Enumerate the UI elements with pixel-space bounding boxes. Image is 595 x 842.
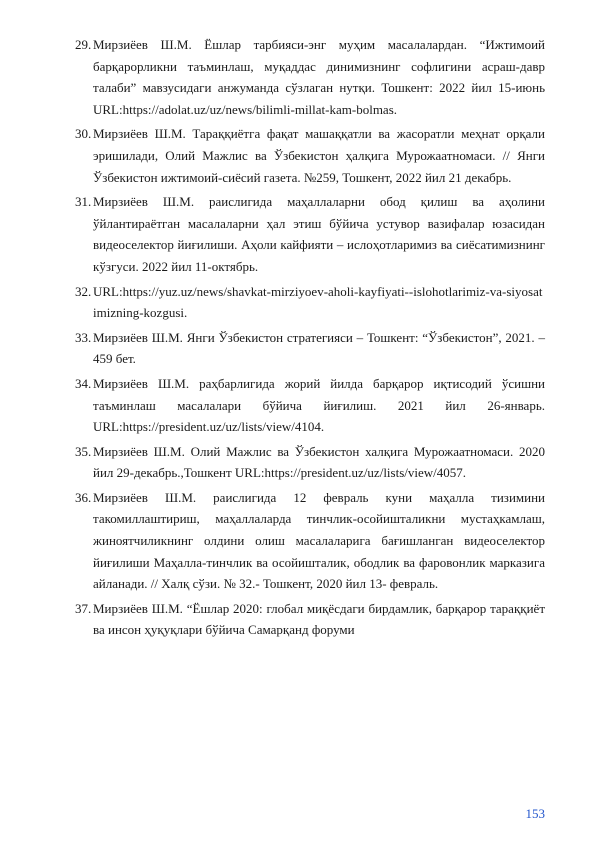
reference-number: 34. xyxy=(75,375,92,391)
reference-item-37 xyxy=(75,598,545,641)
reference-number: 31. xyxy=(75,194,92,210)
reference-text: Мирзиёев Ш.М. раҳбарлигида жорий йилда барқарор иқтисодий ўсишни таъминлаш масалалари бўйича йиғилиш. 2021 йил 26-январь. URL:https://president.uz/uz/lists/view/4104. xyxy=(93,375,545,435)
reference-item-34 xyxy=(75,373,545,438)
reference-text: Мирзиёев Ш.М. Ёшлар тарбияси-энг муҳим масалалардан. “Ижтимоий барқарорликни таъминлаш, муқаддас динимизнинг софлигини асраш-давр талаби” мавзусидаги анжуманда сўзлаган нутқи. Тошкент: 2022 йил 15-июнь URL:https://adolat.uz/uz/news/bilimli-millat-kam-bolmas. xyxy=(93,37,545,117)
reference-text: URL:https://yuz.uz/news/shavkat-mirziyoev-aholi-kayfiyati--islohotlarimiz-va-siyosatimizning-kozgusi. xyxy=(93,283,543,321)
reference-list xyxy=(75,34,545,644)
reference-number: 30. xyxy=(75,126,92,142)
reference-item-29 xyxy=(75,34,545,120)
reference-item-33 xyxy=(75,327,545,370)
reference-text: Мирзиёев Ш.М. раислигида 12 февраль куни маҳалла тизимини такомиллаштириш, маҳаллаларда тинчлик-осойишталикни мустаҳкамлаш, жиноятчиликнинг олдини олиш масалаларига бағишланган видеоселектор йиғилиши Маҳалла-тинчлик ва осойишталик, ободлик ва фаровонлик марказига айланади. // Халқ сўзи. № 32.- Тошкент, 2020 йил 13- февраль. xyxy=(93,489,545,592)
reference-number: 35. xyxy=(75,443,92,459)
reference-number: 37. xyxy=(75,600,92,616)
reference-text: Мирзиёев Ш.М. Тараққиётга фақат машаққатли ва жасоратли меҳнат орқали эришилади, Олий Мажлис ва Ўзбекистон ҳалқига Мурожаатномаси. // Янги Ўзбекистон ижтимоий-сиёсий газета. №259, Тошкент, 2022 йил 21 декабрь. xyxy=(93,126,545,185)
reference-text: Мирзиёев Ш.М. “Ёшлар 2020: глобал миқёсдаги бирдамлик, барқарор тараққиёт ва инсон ҳуқуқлари бўйича Самарқанд форуми xyxy=(93,600,545,638)
reference-text: Мирзиёев Ш.М. Янги Ўзбекистон стратегияси – Тошкент: “Ўзбекистон”, 2021. – 459 бет. xyxy=(93,329,545,367)
reference-item-30 xyxy=(75,123,545,188)
reference-item-35 xyxy=(75,441,545,484)
reference-number: 32. xyxy=(75,283,92,299)
reference-number: 36. xyxy=(75,489,92,505)
reference-item-32 xyxy=(75,281,545,324)
page-number: 153 xyxy=(525,806,545,821)
reference-text: Мирзиёев Ш.М. Олий Мажлис ва Ўзбекистон халқига Мурожаатномаси. 2020 йил 29-декабрь.,Тошкент URL:https://president.uz/uz/lists/view/4057. xyxy=(93,443,545,481)
reference-number: 33. xyxy=(75,329,92,345)
reference-number: 29. xyxy=(75,37,92,52)
reference-item-36 xyxy=(75,487,545,595)
reference-item-31 xyxy=(75,191,545,277)
reference-text: Мирзиёев Ш.М. раислигида маҳаллаларни обод қилиш ва аҳолини ўйлантираётган масалаларни ҳал этиш бўйича устувор вазифалар юзасидан видеоселектор йиғилиши. Аҳоли кайфияти – ислоҳотларимиз ва сиёсатимизнинг кўзгуси. 2022 йил 11-октябрь. xyxy=(93,194,545,274)
